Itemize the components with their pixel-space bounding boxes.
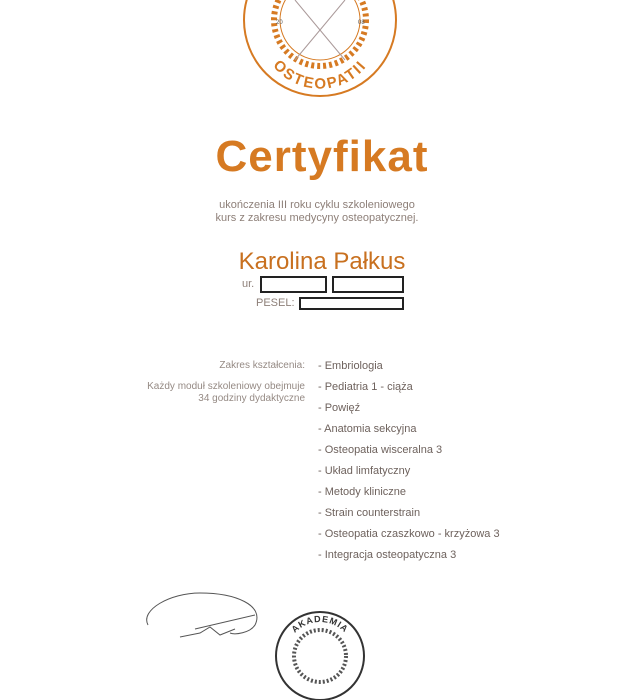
subtitle-line-2: kurs z zakresu medycyny osteopatycznej. [215, 212, 419, 224]
certificate-title: Certyfikat [215, 132, 429, 181]
recipient-name: Karolina Pałkus [238, 248, 406, 275]
signature [140, 585, 270, 645]
pesel-label: PESEL: [256, 297, 295, 309]
course-item: - Metody kliniczne [318, 486, 407, 498]
redacted-birth-place [332, 276, 404, 293]
svg-text:AKADEMIA: AKADEMIA [289, 613, 351, 635]
subtitle-line-1: ukończenia III roku cyklu szkoleniowego [219, 199, 415, 211]
course-item: - Anatomia sekcyjna [318, 423, 417, 435]
course-item: - Strain counterstrain [318, 507, 421, 519]
svg-text:08: 08 [358, 20, 365, 26]
course-item: - Układ limfatyczny [318, 465, 411, 477]
scope-note-2: 34 godziny dydaktyczne [198, 393, 305, 404]
svg-text:20: 20 [276, 20, 283, 26]
redacted-pesel [299, 297, 404, 310]
academy-logo [240, 0, 400, 100]
born-label: ur. [242, 278, 255, 290]
scope-note-1: Każdy moduł szkoleniowy obejmuje [147, 381, 305, 392]
course-item: - Osteopatia czaszkowo - krzyżowa 3 [318, 528, 500, 540]
course-item: - Pediatria 1 - ciąża [318, 381, 413, 393]
course-item: - Embriologia [318, 360, 383, 372]
academy-seal [272, 600, 372, 700]
course-item: - Integracja osteopatyczna 3 [318, 549, 457, 561]
scope-label: Zakres kształcenia: [219, 360, 305, 371]
course-item: - Powięź [318, 402, 361, 414]
svg-text:OSTEOPATII: OSTEOPATII [269, 56, 371, 93]
course-item: - Osteopatia wisceralna 3 [318, 444, 443, 456]
redacted-birth-date [260, 276, 327, 293]
